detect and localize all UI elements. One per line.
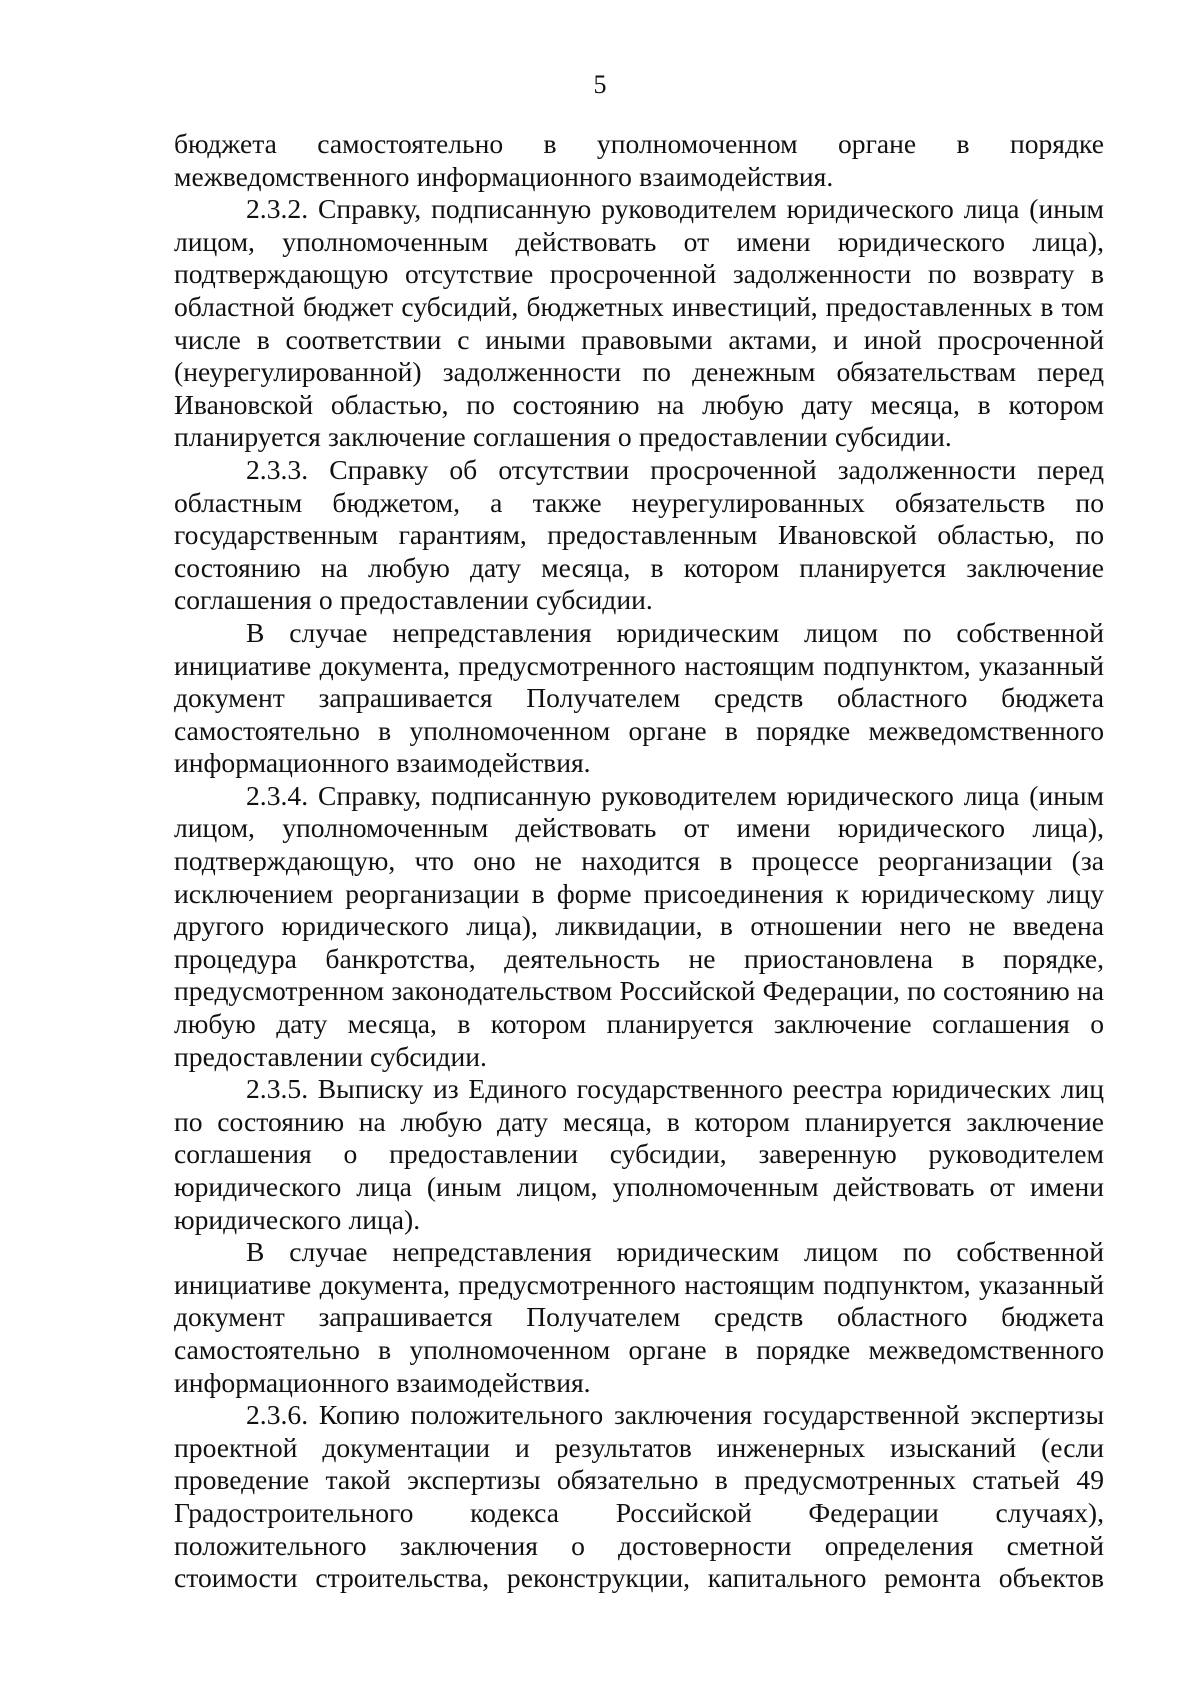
paragraph-2-3-3: 2.3.3. Справку об отсутствии просроченной задолженности перед областным бюджетом, а также неурегулированных обязательств по государственным гарантиям, предоставленным Ивановской областью, по состоянию на любую дату месяца, в котором планируется заключение соглашения о предоставлении субсидии. — [174, 453, 1104, 616]
document-body — [174, 128, 1104, 1595]
paragraph-2-3-3-note: В случае непредставления юридическим лицом по собственной инициативе документа, предусмотренного настоящим подпунктом, указанный документ запрашивается Получателем средств областного бюджета самостоятельно в уполномоченном органе в порядке межведомственного информационного взаимодействия. — [174, 616, 1104, 779]
paragraph-2-3-5: 2.3.5. Выписку из Единого государственного реестра юридических лиц по состоянию на любую дату месяца, в котором планируется заключение соглашения о предоставлении субсидии, заверенную руководителем юридического лица (иным лицом, уполномоченным действовать от имени юридического лица). — [174, 1073, 1104, 1235]
page-number: 5 — [593, 70, 607, 99]
paragraph-2-3-5-note: В случае непредставления юридическим лицом по собственной инициативе документа, предусмотренного настоящим подпунктом, указанный документ запрашивается Получателем средств областного бюджета самостоятельно в уполномоченном органе в порядке межведомственного информационного взаимодействия. — [174, 1236, 1104, 1398]
paragraph-2-3-2: 2.3.2. Справку, подписанную руководителем юридического лица (иным лицом, уполномоченным действовать от имени юридического лица), подтверждающую отсутствие просроченной задолженности по возврату в областной бюджет субсидий, бюджетных инвестиций, предоставленных в том числе в соответствии с иными правовыми актами, и иной просроченной (неурегулированной) задолженности по денежным обязательствам перед Ивановской областью, по состоянию на любую дату месяца, в котором планируется заключение соглашения о предоставлении субсидии. — [174, 193, 1104, 453]
paragraph-continuation: бюджета самостоятельно в уполномоченном органе в порядке межведомственного информационного взаимодействия. — [174, 128, 1104, 192]
paragraph-2-3-6: 2.3.6. Копию положительного заключения государственной экспертизы проектной документации и результатов инженерных изысканий (если проведение такой экспертизы обязательно в предусмотренных статьей 49 Градостроительного кодекса Российской Федерации случаях), положительного заключения о достоверности определения сметной стоимости строительства, реконструкции, капитального ремонта объектов — [174, 1399, 1104, 1594]
paragraph-2-3-4: 2.3.4. Справку, подписанную руководителем юридического лица (иным лицом, уполномоченным действовать от имени юридического лица), подтверждающую, что оно не находится в процессе реорганизации (за исключением реорганизации в форме присоединения к юридическому лицу другого юридического лица), ликвидации, в отношении него не введена процедура банкротства, деятельность не приостановлена в порядке, предусмотренном законодательством Российской Федерации, по состоянию на любую дату месяца, в котором планируется заключение соглашения о предоставлении субсидии. — [174, 779, 1104, 1072]
